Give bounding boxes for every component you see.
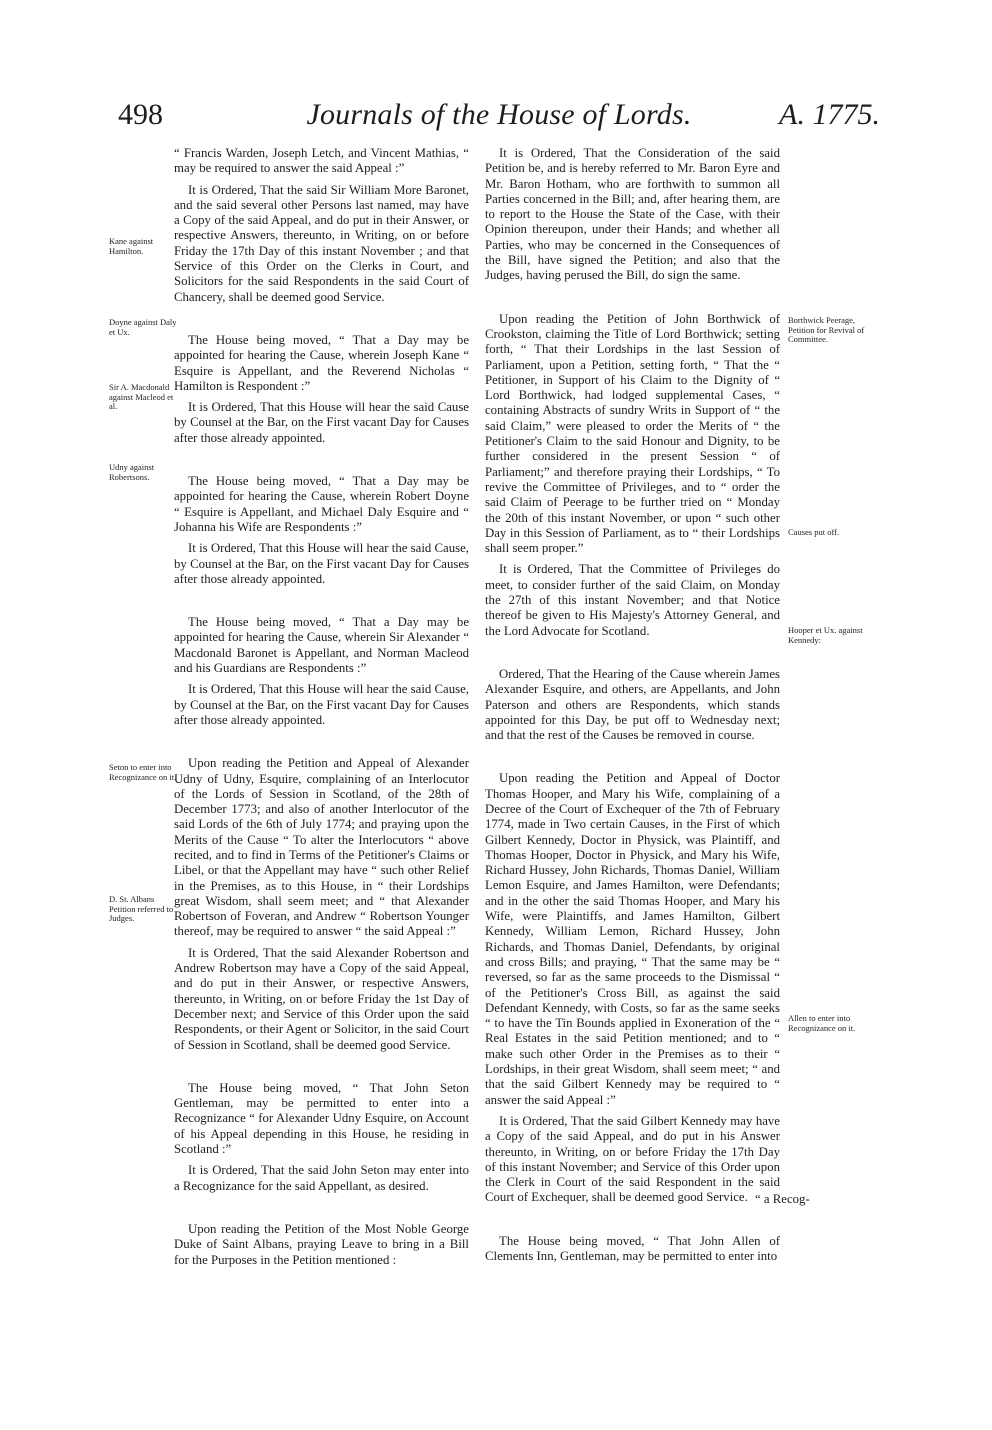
paragraph: It is Ordered, That the said Sir William More Baronet, and the said several other Persons last named, may have a Copy of the said Appeal, and do put in their Answer, or respective Answers, thereunto, in Writing, on or before Friday the 17th Day of this instant November ; and that Service of this Order on the Clerks in Court, and Solicitors for the said Respondents in the said Court of Chancery, shall be deemed good Service. [174, 182, 469, 304]
paragraph: The House being moved, “ That John Seton Gentleman, may be permitted to enter into a Recognizance “ for Alexander Udny Esquire, on Account of his Appeal depending in this House, he residing in Scotland :” [174, 1080, 469, 1157]
page-number: 498 [118, 98, 163, 131]
paragraph: The House being moved, “ That a Day may be appointed for hearing the Cause, wherein Sir Alexander “ Macdonald Baronet is Appellant, and Norman Macleod and his Guardians are Respondents :” [174, 615, 469, 676]
margin-note: Udny against Robertsons. [109, 462, 155, 482]
margin-note: Kane against Hamilton. [109, 236, 154, 256]
paragraph: It is Ordered, That the said Alexander Robertson and Andrew Robertson may have a Copy of the said Appeal, and do put in their Answer, or respective Answers, thereunto, in Writing, on or before Friday the 1st Day of December next; and Service of this Order upon the said Respondents, or their Agent or Solicitor, in the said Court of Session in Scotland, shall be deemed good Service. [174, 945, 469, 1052]
paragraph: Ordered, That the Hearing of the Cause wherein James Alexander Esquire, and others, are Appellants, and John Paterson and others are Respondents, which stands appointed for this Day, be put off to Wednesday next; and that the rest of the Causes be removed in course. [485, 666, 780, 743]
margin-note: D. St. Albans Petition referred to Judges. [109, 894, 174, 924]
paragraph: It is Ordered, That this House will hear the said Cause, by Counsel at the Bar, on the First vacant Day for Causes after those already appointed. [174, 682, 469, 727]
paragraph: It is Ordered, That this House will hear the said Cause by Counsel at the Bar, on the First vacant Day for Causes after those already appointed. [174, 400, 469, 445]
paragraph: It is Ordered, That the Committee of Privileges do meet, to consider further of the said Claim, on Monday the 27th of this instant November; and that Notice thereof be given to His Majesty's Attorney General, and the Lord Advocate for Scotland. [485, 562, 780, 638]
running-title: Journals of the House of Lords. [306, 98, 692, 131]
right-column [485, 146, 780, 1270]
margin-note: Borthwick Peerage, Petition for Revival of Committee. [788, 315, 865, 345]
paragraph: It is Ordered, That the Consideration of the said Petition be, and is hereby referred to Mr. Baron Eyre and Mr. Baron Hotham, who are forthwith to summon all Parties concerned in the Bill; and, after hearing them, are to report to the House the State of the Case, with their Opinion thereupon, under their Hands; and whether all Parties, who may be concerned in the Consequences of the Bill, have signed the Petition; and also that the Judges, having perused the Bill, do sign the same. [485, 146, 780, 283]
paragraph: The House being moved, “ That John Allen of Clements Inn, Gentleman, may be permitted to enter into [485, 1233, 780, 1263]
margin-note: Hooper et Ux. against Kennedy: [788, 625, 863, 645]
paragraph: Upon reading the Petition of the Most Noble George Duke of Saint Albans, praying Leave to bring in a Bill for the Purposes in the Petition mentioned : [174, 1221, 469, 1267]
paragraph: The House being moved, “ That a Day may be appointed for hearing the Cause, wherein Robert Doyne “ Esquire is Appellant, and Michael Daly Esquire and “ Johanna his Wife are Respondents :” [174, 474, 469, 534]
paragraph: It is Ordered, That this House will hear the said Cause, by Counsel at the Bar, on the First vacant Day for Causes after those already appointed. [174, 541, 469, 586]
margin-note: Causes put off. [788, 527, 840, 537]
paragraph: “ Francis Warden, Joseph Letch, and Vincent Mathias, “ may be required to answer the said Appeal :” [174, 146, 469, 176]
paragraph: The House being moved, “ That a Day may be appointed for hearing the Cause, wherein Joseph Kane “ Esquire is Appellant, and the Reverend Nicholas “ Hamilton is Respondent :” [174, 332, 469, 393]
margin-note: Sir A. Macdonald against Macleod et al. [109, 382, 174, 412]
margin-note: Allen to enter into Recognizance on it. [788, 1013, 856, 1033]
paragraph: Upon reading the Petition of John Borthwick of Crookston, claiming the Title of Lord Borthwick; setting forth, “ That their Lordships in the last Session of Parliament, upon a Petition, setting forth, “ That the “ Petitioner, in Support of his Claim to the Dignity of “ Lord Borthwick, had lodged supplemental Cases, “ containing Abstracts of sundry Writs in Support of “ the said Claim,” were pleased to order the Merits of “ the Petitioner's Claim to the said Honour and Dignity, to be further considered in the present Session “ of Parliament;” and therefore praying their Lordships, “ To revive the Committee of Privileges, and to “ order the said Claim of Peerage to be further tried on “ Monday the 20th of this instant November, or upon “ such other Day in this Session of Parliament, as to “ their Lordships shall seem proper.” [485, 311, 780, 556]
margin-note: Doyne against Daly et Ux. [109, 317, 177, 337]
paragraph: Upon reading the Petition and Appeal of Alexander Udny of Udny, Esquire, complaining of an Interlocutor of the Lords of Session in Scotland, of the 28th of December 1773; and also of another Interlocutor of the said Lords of the 6th of July 1774; and praying upon the Merits of the Cause “ To alter the Interlocutors “ above recited, and to find in Terms of the Petitioner's Claims or Libel, or that the Appellant may have “ such other Relief in the Premises, as to this House, in “ their Lordships great Wisdom, shall seem meet; and “ that Alexander Robertson of Foveran, and Andrew “ Robertson Younger thereof, may be required to answer “ the said Appeal :” [174, 756, 469, 939]
left-column [174, 146, 469, 1274]
paragraph: It is Ordered, That the said Gilbert Kennedy may have a Copy of the said Appeal, and do put in his Answer thereunto, in Writing, on or before Friday the 17th Day of this instant November; and Service of this Order upon the Clerk in Court of the said Respondent in the said Court of Exchequer, shall be deemed good Service. [485, 1113, 780, 1205]
paragraph: It is Ordered, That the said John Seton may enter into a Recognizance for the said Appellant, as desired. [174, 1163, 469, 1193]
margin-note: Seton to enter into Recognizance on it. [109, 762, 177, 782]
catchword: “ a Recog- [755, 1192, 810, 1206]
page-header [118, 98, 880, 142]
paragraph: Upon reading the Petition and Appeal of Doctor Thomas Hooper, and Mary his Wife, complaining of a Decree of the Court of Exchequer of the 7th of February 1774, made in Two certain Causes, in the First of which Gilbert Kennedy, Doctor in Physick, was Plaintiff, and Thomas Hooper, Doctor in Physick, and Mary his Wife, Richard Hussey, John Richards, Thomas Daniel, William Lemon Esquire, and James Hamilton, were Defendants; and in the other the said Thomas Hooper, and Mary his Wife, were Plaintiffs, and James Hamilton, Gilbert Kennedy, William Lemon, Richard Hussey, John Richards, and Thomas Daniel, Defendants, by original and cross Bills; and praying, “ That the same may be “ reversed, so far as the same proceeds to the Dismissal “ of the Petitioner's Cross Bill, as against the said Defendant Kennedy, with Costs, so far as the same seeks “ to have the Tin Bounds applied in Exoneration of the “ Real Estates in the said Petition mentioned; and to “ make such other Order in the Premises as to their “ Lordships, in their great Wisdom, shall seem meet; “ and that the said Gilbert Kennedy may be required to “ answer the said Appeal :” [485, 771, 780, 1107]
header-year: A. 1775. [779, 98, 880, 131]
